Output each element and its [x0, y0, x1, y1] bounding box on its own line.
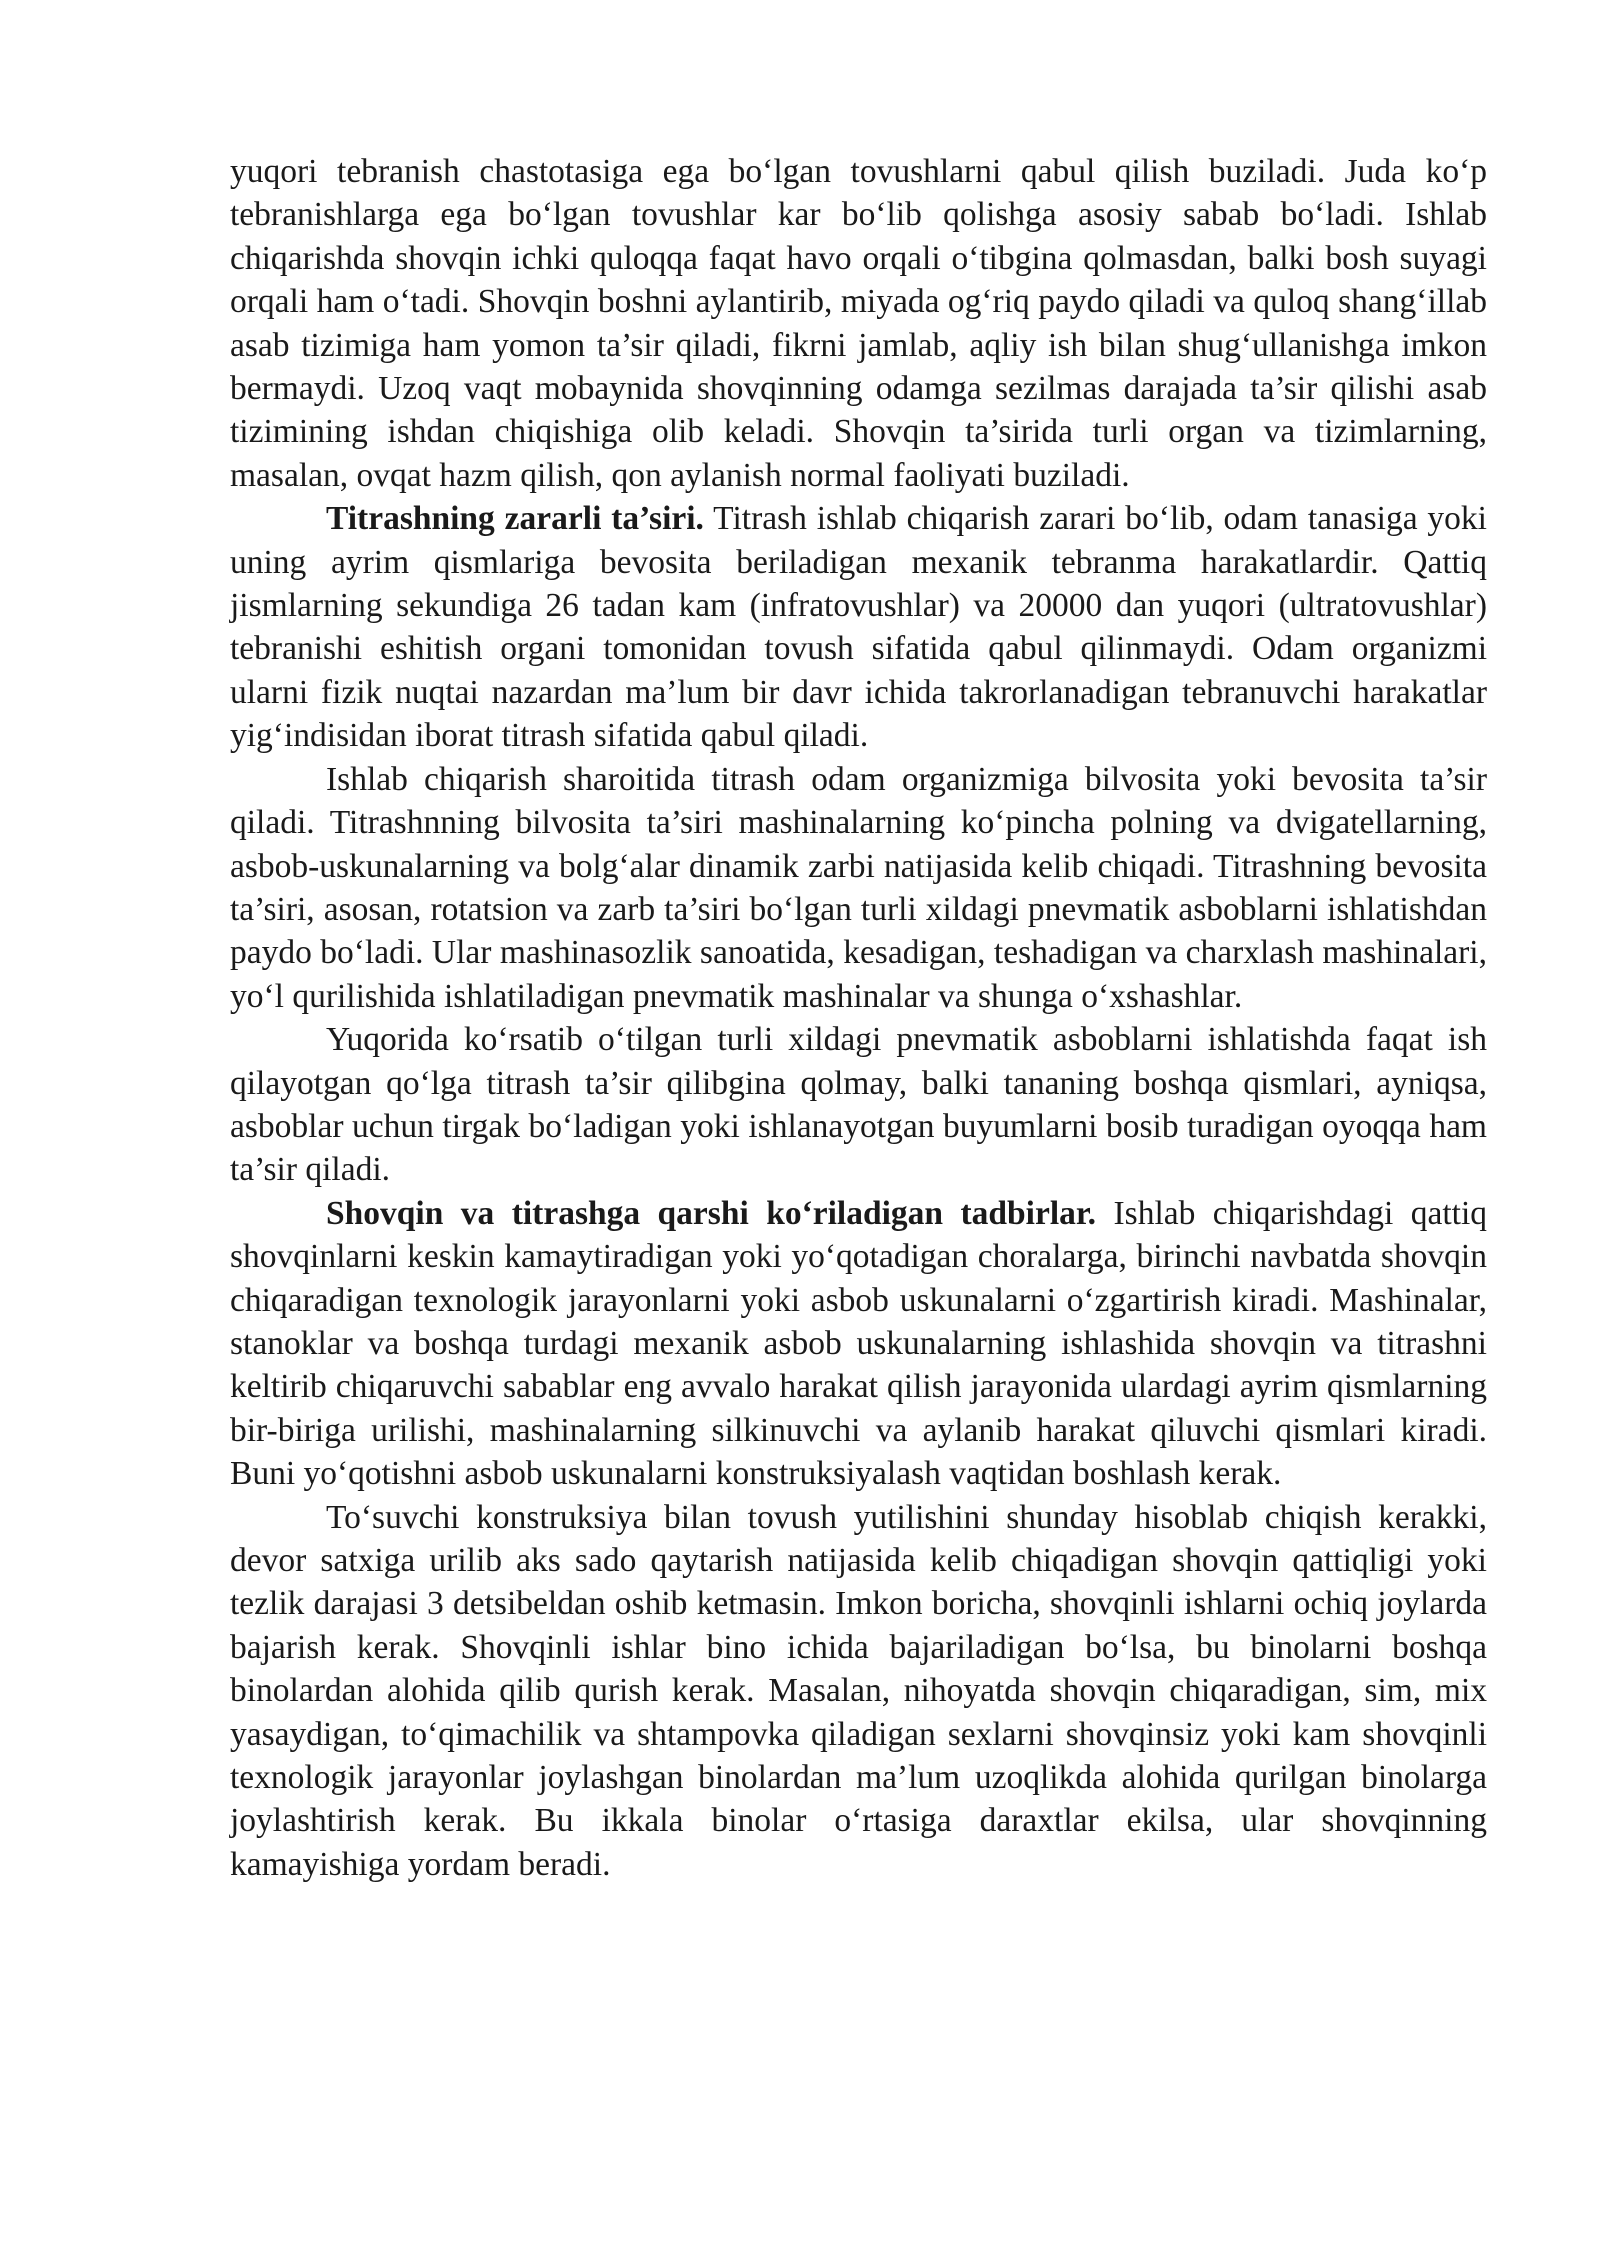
paragraph-2-heading: Titrashning zararli ta’siri.: [326, 500, 704, 538]
paragraph-2-text: Titrash ishlab chiqarish zarari bo‘lib, odam tanasiga yoki uning ayrim qismlariga bevosita beriladigan mexanik tebranma harakatlardir. Qattiq jismlarning sekundiga 26 tadan kam (infratovushlar) va 20000 dan yuqori (ultratovushlar) tebranishi eshitish organi tomonidan tovush sifatida qabul qilinmaydi. Odam organizmi ularni fizik nuqtai nazardan ma’lum bir davr ichida takrorlanadigan tebranuvchi harakatlar yig‘indisidan iborat titrash sifatida qabul qiladi.: [230, 500, 1487, 755]
paragraph-5-text: Ishlab chiqarishdagi qattiq shovqinlarni keskin kamaytiradigan yoki yo‘qotadigan choralarga, birinchi navbatda shovqin chiqaradigan texnologik jarayonlarni yoki asbob uskunalarni o‘zgartirish kiradi. Mashinalar, stanoklar va boshqa turdagi mexanik asbob uskunalarning ishlashida shovqin va titrashni keltirib chiqaruvchi sabablar eng avvalo harakat qilish jarayonida ulardagi ayrim qismlarning bir-biriga urilishi, mashinalarning silkinuvchi va aylanib harakat qiluvchi qismlari kiradi. Buni yo‘qotishni asbob uskunalarni konstruksiyalash vaqtidan boshlash kerak.: [230, 1194, 1488, 1493]
paragraph-2: [230, 497, 1487, 757]
paragraph-4: [230, 1018, 1487, 1192]
paragraph-1: [230, 150, 1487, 497]
paragraph-3: [230, 758, 1487, 1018]
paragraph-5: [230, 1192, 1487, 1496]
paragraph-4-text: Yuqorida ko‘rsatib o‘tilgan turli xildagi pnevmatik asboblarni ishlatishda faqat ish qilayotgan qo‘lga titrash ta’sir qilibgina qolmay, balki tananing boshqa qismlari, ayniqsa, asboblar uchun tirgak bo‘ladigan yoki ishlanayotgan buyumlarni bosib turadigan oyoqqa ham ta’sir qiladi.: [230, 1021, 1487, 1189]
document-page: [230, 150, 1487, 1886]
paragraph-6-text: To‘suvchi konstruksiya bilan tovush yutilishini shunday hisoblab chiqish kerakki, devor satxiga urilib aks sado qaytarish natijasida kelib chiqadigan shovqin qattiqligi yoki tezlik darajasi 3 detsibeldan oshib ketmasin. Imkon boricha, shovqinli ishlarni ochiq joylarda bajarish kerak. Shovqinli ishlar bino ichida bajariladigan bo‘lsa, bu binolarni boshqa binolardan alohida qilib qurish kerak. Masalan, nihoyatda shovqin chiqaradigan, sim, mix yasaydigan, to‘qimachilik va shtampovka qiladigan sexlarni shovqinsiz yoki kam shovqinli texnologik jarayonlar joylashgan binolardan ma’lum uzoqlikda alohida qurilgan binolarga joylashtirish kerak. Bu ikkala binolar o‘rtasiga daraxtlar ekilsa, ular shovqinning kamayishiga yordam beradi.: [230, 1498, 1487, 1883]
paragraph-5-heading: Shovqin va titrashga qarshi ko‘riladigan tadbirlar.: [326, 1194, 1097, 1232]
paragraph-6: [230, 1496, 1487, 1887]
paragraph-1-text: yuqori tebranish chastotasiga ega bo‘lgan tovushlarni qabul qilish buziladi. Juda ko‘p tebranishlarga ega bo‘lgan tovushlar kar bo‘lib qolishga asosiy sabab bo‘ladi. Ishlab chiqarishda shovqin ichki quloqqa faqat havo orqali o‘tibgina qolmasdan, balki bosh suyagi orqali ham o‘tadi. Shovqin boshni aylantirib, miyada og‘riq paydo qiladi va quloq shang‘illab asab tizimiga ham yomon ta’sir qiladi, fikrni jamlab, aqliy ish bilan shug‘ullanishga imkon bermaydi. Uzoq vaqt mobaynida shovqinning odamga sezilmas darajada ta’sir qilishi asab tizimining ishdan chiqishiga olib keladi. Shovqin ta’sirida turli organ va tizimlarning, masalan, ovqat hazm qilish, qon aylanish normal faoliyati buziladi.: [230, 153, 1487, 494]
paragraph-3-text: Ishlab chiqarish sharoitida titrash odam organizmiga bilvosita yoki bevosita ta’sir qiladi. Titrashnning bilvosita ta’siri mashinalarning ko‘pincha polning va dvigatellarning, asbob-uskunalarning va bolg‘alar dinamik zarbi natijasida kelib chiqadi. Titrashning bevosita ta’siri, asosan, rotatsion va zarb ta’siri bo‘lgan turli xildagi pnevmatik asboblarni ishlatishdan paydo bo‘ladi. Ular mashinasozlik sanoatida, kesadigan, teshadigan va charxlash mashinalari, yo‘l qurilishida ishlatiladigan pnevmatik mashinalar va shunga o‘xshashlar.: [230, 760, 1487, 1015]
